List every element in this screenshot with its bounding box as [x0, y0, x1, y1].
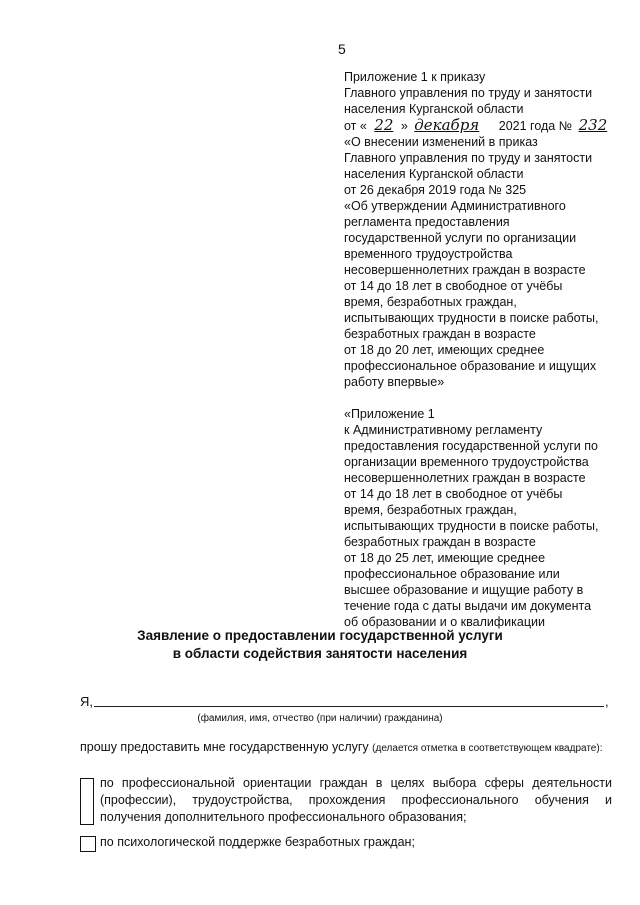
option-checkbox[interactable] [80, 836, 96, 852]
appendix-line: испытывающих трудности в поиске работы, [344, 311, 599, 325]
page-number: 5 [338, 41, 346, 57]
appendix-line: течение года с даты выдачи им документа [344, 599, 592, 613]
appendix-line: регламента предоставления [344, 215, 510, 229]
appendix-line: от 14 до 18 лет в свободное от учёбы [344, 279, 563, 293]
appendix-line: несовершеннолетних граждан в возрасте [344, 263, 586, 277]
appendix-line: «Приложение 1 [344, 407, 435, 421]
title-line: в области содействия занятости населения [172, 646, 468, 661]
appendix-line: государственной услуги по организации [344, 231, 577, 245]
document-title [0, 627, 640, 663]
appendix-line: высшее образование и ищущие работу в [344, 583, 584, 597]
handwritten-day: 22 [374, 116, 394, 134]
appendix-line: время, безработных граждан, [344, 503, 517, 517]
option-career-guidance [80, 775, 612, 826]
appendix-line: предоставления государственной услуги по [344, 439, 598, 453]
appendix-header [344, 69, 614, 630]
option-checkbox[interactable] [80, 778, 94, 825]
appendix-line: профессиональное образование и ищущих [344, 359, 597, 373]
option-text: по профессиональной ориентации граждан в целях выбора сферы деятельности (профессии), трудоустройства, прохождения профессионального обучения и получения дополнительного профессионального образования; [100, 776, 612, 824]
order-date-line [344, 117, 614, 134]
appendix-line: к Административному регламенту [344, 423, 543, 437]
appendix-line: об образовании и о квалификации [344, 615, 545, 629]
appendix-line: работу впервые» [344, 375, 445, 389]
appendix-line: от 18 до 20 лет, имеющих среднее [344, 343, 545, 357]
applicant-suffix: , [605, 694, 609, 709]
request-text: прошу предоставить мне государственную услугу [80, 740, 369, 754]
appendix-line: безработных граждан в возрасте [344, 535, 536, 549]
appendix-line: населения Курганской области [344, 167, 524, 181]
option-text: по психологической поддержке безработных граждан; [100, 835, 415, 849]
handwritten-order-number: 232 [578, 116, 608, 134]
appendix-line: испытывающих трудности в поиске работы, [344, 519, 599, 533]
name-field-caption: (фамилия, имя, отчество (при наличии) гражданина) [197, 713, 443, 724]
appendix-line: Главного управления по труду и занятости [344, 151, 593, 165]
appendix-line: профессиональное образование или [344, 567, 560, 581]
name-fill-line [94, 706, 604, 707]
request-statement [80, 739, 610, 757]
appendix-line: безработных граждан в возрасте [344, 327, 536, 341]
appendix-line: организации временного трудоустройства [344, 455, 589, 469]
request-note: (делается отметка в соответствующем квадрате): [372, 743, 603, 754]
sub-appendix-block [344, 406, 614, 630]
appendix-line: время, безработных граждан, [344, 295, 517, 309]
appendix-line: от 18 до 25 лет, имеющие среднее [344, 551, 546, 565]
appendix-line: временного трудоустройства [344, 247, 513, 261]
date-year: 2021 года № [498, 119, 573, 133]
appendix-line: населения Курганской области [344, 102, 524, 116]
appendix-line: Главного управления по труду и занятости [344, 86, 593, 100]
appendix-line: от 26 декабря 2019 года № 325 [344, 183, 527, 197]
applicant-name-field [80, 694, 610, 708]
handwritten-month: декабря [414, 116, 480, 134]
appendix-line: несовершеннолетних граждан в возрасте [344, 471, 586, 485]
appendix-line: Приложение 1 к приказу [344, 70, 486, 84]
option-psychological-support [80, 834, 612, 851]
title-line: Заявление о предоставлении государственной услуги [137, 628, 503, 643]
amendment-title-block [344, 134, 614, 390]
appendix-line: от 14 до 18 лет в свободное от учёбы [344, 487, 563, 501]
date-quote: » [400, 119, 408, 133]
date-prefix: от « [344, 119, 367, 133]
applicant-prefix: Я, [80, 694, 93, 709]
appendix-line: «Об утверждении Административного [344, 199, 566, 213]
appendix-line: «О внесении изменений в приказ [344, 135, 538, 149]
